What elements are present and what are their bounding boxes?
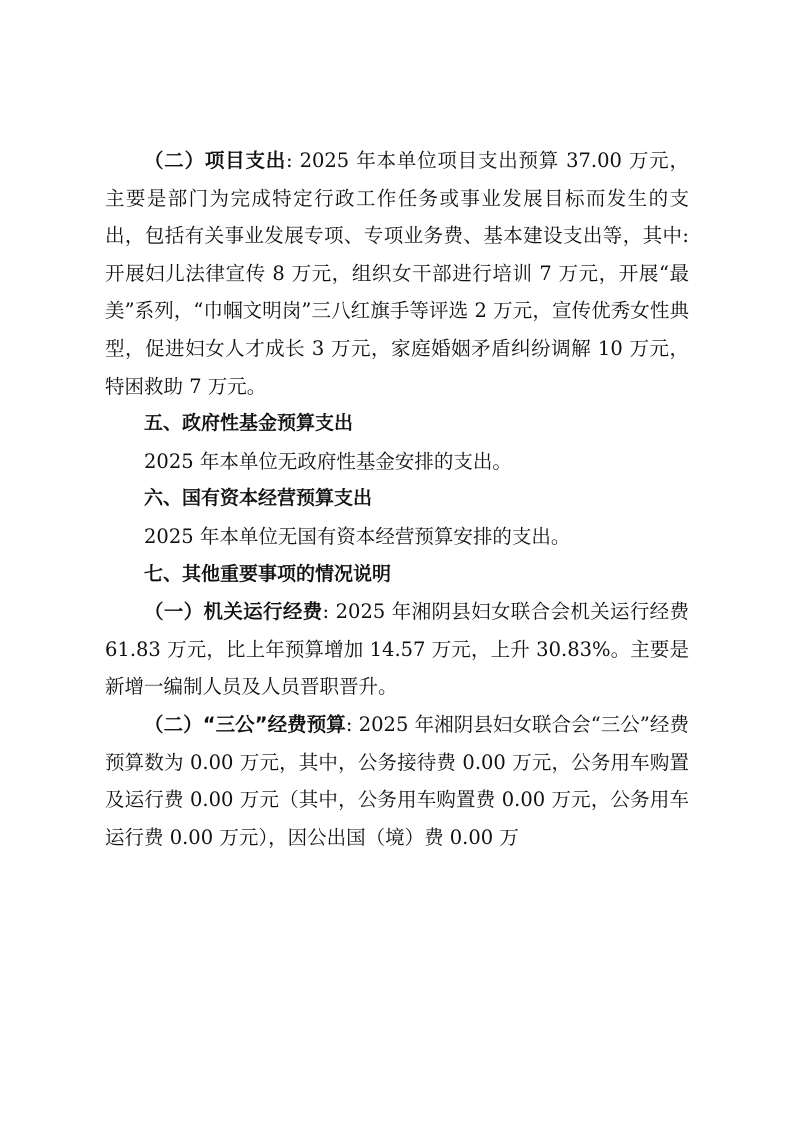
project-expenditure-text: : 2025 年本单位项目支出预算 37.00 万元，主要是部门为完成特定行政工作任务或事业发展目标而发生的支出，包括有关事业发展专项、专项业务费、基本建设支出等，其中: 开展妇儿法律宣传 8 万元，组织女干部进行培训 7 万元，开展“最美”系列，“巾帼文明岗”三八红旗手等评选 2 万元，宣传优秀女性典型，促进妇女人才成长 3 万元，家庭婚姻矛盾纠纷调解 10 万元，特困救助 7 万元。 (105, 149, 689, 398)
heading-government-fund: 五、政府性基金预算支出 (144, 412, 354, 435)
state-capital-paragraph: 2025 年本单位无国有资本经营预算安排的支出。 (144, 524, 571, 548)
document-body (105, 142, 689, 856)
heading-other-matters: 七、其他重要事项的情况说明 (144, 562, 392, 585)
project-expenditure-paragraph (105, 142, 689, 405)
operation-expense-lead: （一）机关运行经费 (144, 600, 323, 624)
operation-expense-text: : 2025 年湘阴县妇女联合会机关运行经费 61.83 万元，比上年预算增加 14.57 万元，上升 30.83%。主要是新增一编制人员及人员晋职晋升。 (105, 600, 689, 699)
three-public-text: : 2025 年湘阴县妇女联合会“三公”经费预算数为 0.00 万元，其中，公务接待费 0.00 万元，公务用车购置及运行费 0.00 万元（其中，公务用车购置费 0.00 万元，公务用车运行费 0.00 万元），因公出国（境）费 0.00 万 (105, 712, 690, 849)
heading-state-capital: 六、国有资本经营预算支出 (144, 487, 373, 510)
three-public-paragraph (105, 706, 689, 856)
government-fund-paragraph: 2025 年本单位无政府性基金安排的支出。 (144, 449, 512, 473)
operation-expense-paragraph (105, 593, 689, 706)
project-expenditure-lead: （二）项目支出 (144, 149, 287, 172)
three-public-lead: （二）“三公”经费预算 (144, 712, 346, 736)
